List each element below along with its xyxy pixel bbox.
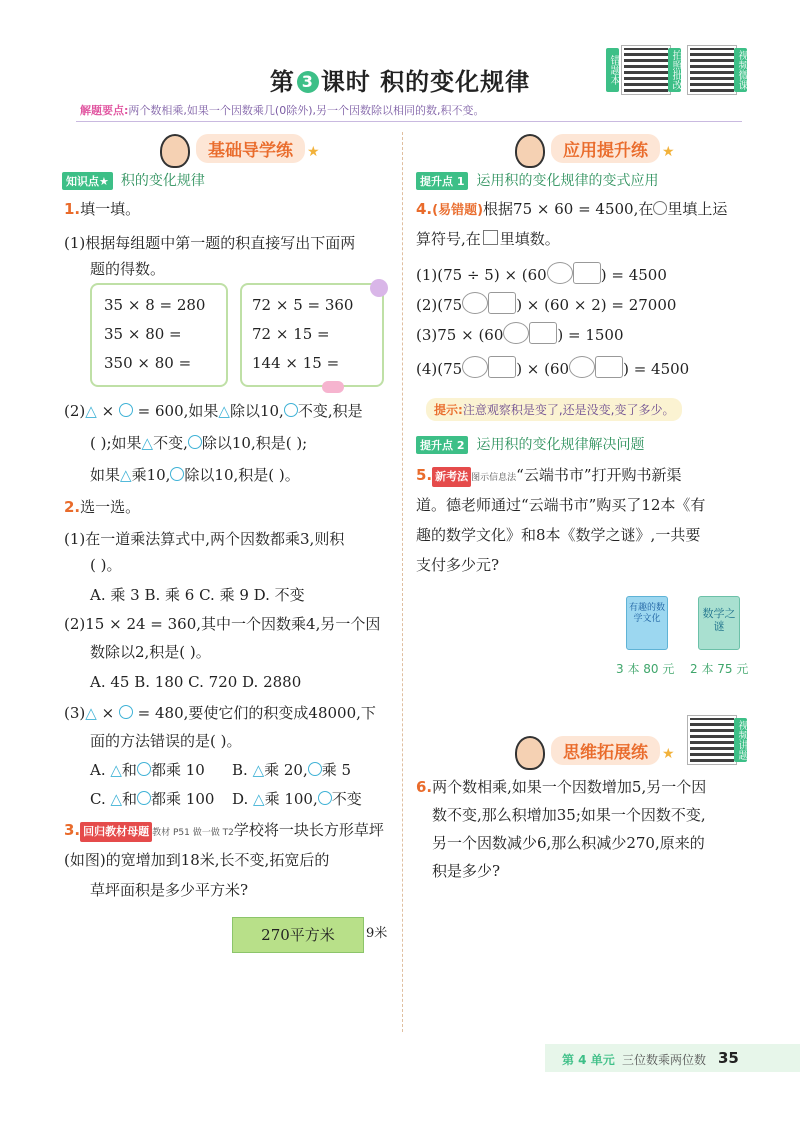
operator-blank[interactable] [547, 262, 573, 284]
q5-line4: 支付多少元? [416, 556, 500, 574]
book2-title: 数学之谜 [702, 607, 736, 633]
lawn-rectangle: 270平方米 [232, 917, 364, 953]
title-prefix: 第 [269, 68, 295, 96]
q5-line2: 道。德老师通过“云端书市”购买了12本《有 [416, 496, 706, 514]
triangle-icon: △ [253, 790, 265, 808]
rocket-icon [322, 381, 344, 393]
triangle-icon: △ [85, 402, 97, 420]
planet-icon [370, 279, 388, 297]
kp-tag: 提升点 2 [416, 436, 468, 454]
section-banner-thinking [515, 736, 675, 770]
child-mascot-icon [515, 134, 545, 168]
text: = 600,如果 [132, 402, 219, 420]
calc-b-2[interactable]: 72 × 15 = [252, 325, 330, 343]
qr-tag-mistakes: 错题本 [606, 48, 619, 92]
calc-box-b [240, 283, 384, 387]
qr-tag-photo: 拍照批改 [670, 50, 681, 90]
q1-number: 1. [64, 200, 81, 218]
q2-number: 2. [64, 498, 81, 516]
text: A. [90, 761, 111, 779]
q6-line4: 积是多少? [432, 862, 501, 880]
q6-line2: 数不变,那么积增加35;如果一个因数不变, [432, 806, 706, 824]
section-banner-apply [515, 134, 675, 168]
q3-line3: 草坪面积是多少平方米? [90, 881, 249, 899]
triangle-icon: △ [110, 761, 122, 779]
q2-part3-line1 [64, 703, 376, 723]
text: = 480,要使它们的积变成48000,下 [132, 704, 376, 722]
text: 和 [122, 790, 138, 808]
q3-line1 [64, 820, 384, 843]
q2-title: 选一选。 [80, 498, 141, 516]
tip-text: 两个数相乘,如果一个因数乘几(0除外),另一个因数除以相同的数,积不变。 [128, 104, 485, 117]
banner-text: 基础导学练 [196, 134, 305, 163]
triangle-icon: △ [141, 434, 154, 452]
calc-box-a [90, 283, 228, 387]
column-divider [402, 132, 403, 1032]
text: “云端书市”打开购书新渠 [516, 466, 682, 484]
book-math-culture [626, 596, 668, 650]
q1-part1-line2: 题的得数。 [90, 260, 166, 278]
text: 除以10,积是( ); [201, 434, 308, 452]
text: (2) [64, 402, 86, 420]
calc-b-3[interactable]: 144 × 15 = [252, 354, 340, 372]
q5-number: 5. [416, 466, 433, 484]
q4-line1 [416, 199, 727, 221]
hint-box [426, 398, 682, 421]
q1-title: 填一填。 [80, 200, 141, 218]
title-text: 课时 积的变化规律 [320, 68, 531, 96]
text: ) = 4500 [600, 266, 667, 284]
q6-line3: 另一个因数减少6,那么积减少270,原来的 [432, 834, 705, 852]
q2-part2-line2[interactable]: 数除以2,积是( )。 [90, 643, 211, 661]
text: 乘10, [131, 466, 171, 484]
kp-title: 运用积的变化规律的变式应用 [476, 173, 659, 189]
hint-label: 提示: [434, 403, 463, 417]
text: C. [90, 790, 111, 808]
section-banner-basic [160, 134, 320, 168]
q4-expr2 [416, 292, 676, 315]
text: 根据75 × 60 = 4500,在 [483, 200, 654, 218]
operator-blank[interactable] [462, 356, 488, 378]
text: 里填上运 [667, 200, 728, 218]
text: 都乘 10 [150, 761, 205, 779]
operator-blank[interactable] [462, 292, 488, 314]
star-icon: ★ [307, 144, 320, 160]
triangle-icon: △ [218, 402, 230, 420]
text: ) × (60 [516, 360, 570, 378]
q4-number: 4. [416, 200, 433, 218]
q3-line2: (如图)的宽增加到18米,长不变,拓宽后的 [64, 851, 330, 869]
kp-tag: 提升点 1 [416, 172, 468, 190]
q1-part1-line1: (1)根据每组题中第一题的积直接写出下面两 [64, 234, 356, 252]
q5-line3: 趣的数学文化》和8本《数学之谜》,一共要 [416, 526, 701, 544]
text: 如果 [90, 466, 121, 484]
textbook-mark: 回归教材母题 [80, 822, 152, 842]
text: (3)75 × (60 [416, 326, 504, 344]
tip-label: 解题要点: [80, 104, 129, 117]
method-sub: 图示信息法 [471, 473, 517, 483]
q2-part1-line2[interactable]: ( )。 [90, 556, 122, 574]
number-blank[interactable] [595, 356, 623, 378]
circle-icon [308, 762, 322, 776]
number-blank[interactable] [488, 292, 516, 314]
footer-chapter: 三位数乘两位数 [622, 1053, 707, 1067]
text: 乘 100, [264, 790, 318, 808]
operator-blank[interactable] [569, 356, 595, 378]
q1-part2-line1 [64, 401, 363, 421]
circle-icon [170, 467, 184, 481]
q3-number: 3. [64, 821, 81, 839]
q2-part2-options[interactable]: A. 45 B. 180 C. 720 D. 2880 [90, 673, 302, 691]
qr-code-icon[interactable] [688, 46, 736, 94]
qr-code-icon[interactable] [688, 716, 736, 764]
triangle-icon: △ [252, 761, 265, 779]
banner-text: 应用提升练 [551, 134, 660, 163]
q4-expr3 [416, 322, 624, 345]
q4-expr1 [416, 262, 667, 285]
operator-blank[interactable] [503, 322, 529, 344]
q2-option-a[interactable] [90, 760, 205, 780]
text: (3) [64, 704, 86, 722]
text: (2)(75 [416, 296, 463, 314]
q5-line1 [416, 465, 682, 488]
text: ( );如果 [90, 434, 142, 452]
q2-option-c[interactable] [90, 789, 214, 809]
error-prone-mark: (易错题) [432, 203, 484, 218]
q2-option-d[interactable] [232, 789, 362, 809]
text: (1)(75 ÷ 5) × (60 [416, 266, 547, 284]
text: 乘 5 [321, 761, 352, 779]
text: B. [232, 761, 253, 779]
text: 算符号,在 [416, 230, 481, 248]
kp-title: 积的变化规律 [120, 173, 205, 189]
book-math-mystery [698, 596, 740, 650]
circle-icon [137, 762, 151, 776]
q2-part2-line1: (2)15 × 24 = 360,其中一个因数乘4,另一个因 [64, 615, 381, 633]
qr-tag-explain: 视频讲题 [736, 720, 747, 760]
child-mascot-icon [160, 134, 190, 168]
triangle-icon: △ [85, 704, 97, 722]
text: 学校将一块长方形草坪 [233, 821, 384, 839]
q2-heading [64, 497, 140, 517]
calc-a-3[interactable]: 350 × 80 = [104, 354, 192, 372]
circle-icon [119, 403, 133, 417]
circle-icon [137, 791, 151, 805]
q6-line1 [416, 777, 706, 797]
text: 和 [121, 761, 137, 779]
text: 不变 [331, 790, 362, 808]
textbook-ref: 教材 P51 做一做 T2 [152, 828, 234, 838]
hint-text: 注意观察积是变了,还是没变,变了多少。 [462, 403, 675, 417]
text: 不变, [153, 434, 188, 452]
circle-icon [653, 201, 667, 215]
text: ) = 4500 [623, 360, 690, 378]
q6-number: 6. [416, 778, 433, 796]
text: 不变,积是 [297, 402, 363, 420]
triangle-icon: △ [120, 466, 132, 484]
q2-part1-options[interactable]: A. 乘 3 B. 乘 6 C. 乘 9 D. 不变 [90, 586, 305, 604]
kp-tag: 知识点★ [62, 172, 113, 190]
calc-a-1: 35 × 8 = 280 [104, 296, 206, 314]
new-method-mark: 新考法 [432, 467, 471, 487]
text: × [96, 704, 119, 722]
circle-icon [284, 403, 298, 417]
qr-tag-video: 视频微课 [736, 50, 747, 90]
qr-code-icon[interactable] [622, 46, 670, 94]
star-icon: ★ [662, 746, 675, 762]
q2-part1-line1: (1)在一道乘法算式中,两个因数都乘3,则积 [64, 530, 345, 548]
triangle-icon: △ [110, 790, 123, 808]
book1-price: 3 本 80 元 [616, 662, 675, 676]
lesson-number: 3 [297, 71, 319, 93]
number-blank[interactable] [488, 356, 516, 378]
banner-text: 思维拓展练 [551, 736, 660, 765]
number-blank[interactable] [573, 262, 601, 284]
q1-part2-line3 [90, 465, 300, 485]
book2-price: 2 本 75 元 [690, 662, 749, 676]
circle-icon [119, 705, 133, 719]
book1-title: 有趣的数学文化 [628, 603, 665, 624]
text: × [96, 402, 119, 420]
page-number: 35 [718, 1049, 739, 1067]
number-blank[interactable] [529, 322, 557, 344]
text: 都乘 100 [151, 790, 215, 808]
text: 除以10, [229, 402, 284, 420]
square-icon [483, 230, 498, 245]
text: ) × (60 × 2) = 27000 [516, 296, 677, 314]
circle-icon [318, 791, 332, 805]
q1-heading [64, 199, 140, 219]
q2-option-b[interactable] [232, 760, 351, 780]
improve-point-1 [416, 170, 658, 190]
text: ) = 1500 [557, 326, 624, 344]
text: (4)(75 [416, 360, 463, 378]
calc-b-1: 72 × 5 = 360 [252, 296, 354, 314]
divider [76, 121, 742, 122]
q1-part2-line2 [90, 433, 307, 453]
footer-unit: 第 4 单元 [562, 1053, 615, 1067]
q2-part3-line2[interactable]: 面的方法错误的是( )。 [90, 732, 242, 750]
improve-point-2 [416, 434, 644, 454]
kp-title: 运用积的变化规律解决问题 [476, 437, 645, 453]
calc-a-2[interactable]: 35 × 80 = [104, 325, 182, 343]
text: 里填数。 [499, 230, 560, 248]
q4-expr4 [416, 356, 689, 379]
text: 除以10,积是( )。 [184, 466, 300, 484]
solution-tip [80, 102, 484, 118]
q4-line2 [416, 229, 560, 249]
text: 两个数相乘,如果一个因数增加5,另一个因 [432, 778, 707, 796]
text: 乘 20, [264, 761, 308, 779]
circle-icon [188, 435, 202, 449]
knowledge-point [62, 170, 205, 190]
star-icon: ★ [662, 144, 675, 160]
lawn-width-label: 9米 [366, 926, 388, 941]
child-mascot-icon [515, 736, 545, 770]
text: D. [232, 790, 254, 808]
